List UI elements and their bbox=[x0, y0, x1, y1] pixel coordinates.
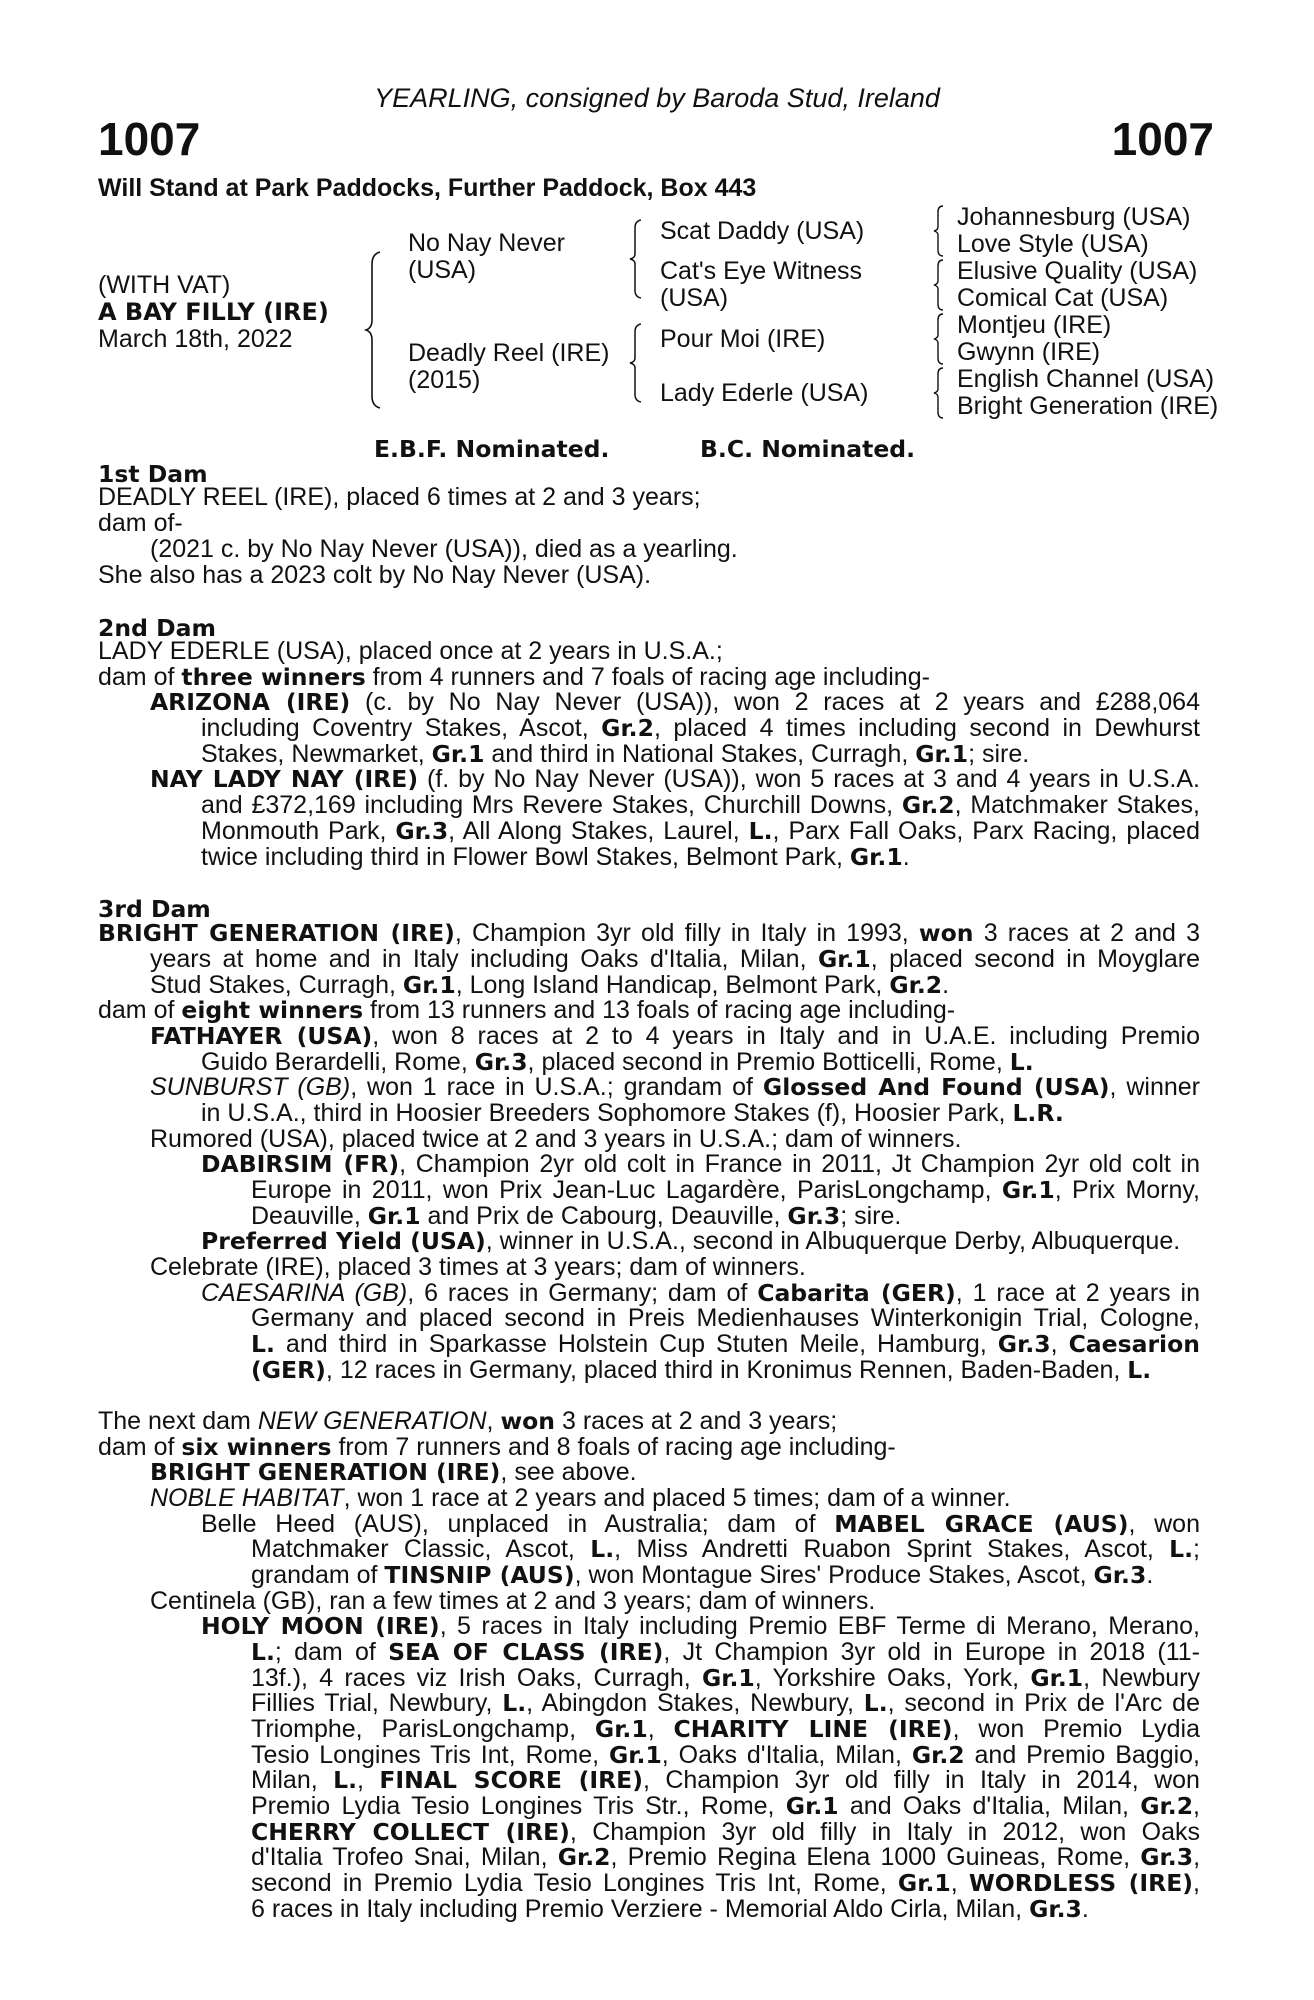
pedigree-g3-5: Montjeu (IRE) bbox=[957, 311, 1112, 339]
first-dam-line: (2021 c. by No Nay Never (USA)), died as a yearling. bbox=[150, 535, 738, 563]
fathayer-line: Guido Berardelli, Rome, Gr.3, placed second in Premio Botticelli, Rome, L. bbox=[201, 1048, 1034, 1076]
holy-moon-line: 6 races in Italy including Premio Verziere - Memorial Aldo Cirla, Milan, Gr.3. bbox=[251, 1895, 1089, 1923]
belle-heed-line: Belle Heed (AUS), unplaced in Australia; dam of MABEL GRACE (AUS), won bbox=[201, 1510, 1200, 1538]
arizona-line: Stakes, Newmarket, Gr.1 and third in National Stakes, Curragh, Gr.1; sire. bbox=[201, 740, 1030, 768]
second-dam-line: dam of three winners from 4 runners and 7 foals of racing age including- bbox=[98, 663, 930, 691]
third-dam-title: 3rd Dam bbox=[98, 895, 211, 923]
caesarina-line: Germany and placed second in Preis Medienhauses Winterkonigin Trial, Cologne, bbox=[251, 1304, 1200, 1332]
holy-moon-line: Tesio Longines Tris Int, Rome, Gr.1, Oaks d'Italia, Milan, Gr.2 and Premio Baggio, bbox=[251, 1741, 1201, 1769]
centinela-line: Centinela (GB), ran a few times at 2 and 3 years; dam of winners. bbox=[150, 1587, 876, 1615]
noble-habitat-line: NOBLE HABITAT, won 1 race at 2 years and placed 5 times; dam of a winner. bbox=[150, 1484, 1011, 1512]
bright-generation-line: years at home and in Italy including Oaks d'Italia, Milan, Gr.1, placed second in Moyglare bbox=[150, 945, 1200, 973]
pedigree-dam-dam: Lady Ederle (USA) bbox=[660, 379, 869, 407]
pedigree-g3-8: Bright Generation (IRE) bbox=[957, 392, 1219, 420]
sunburst-line: SUNBURST (GB), won 1 race in U.S.A.; grandam of Glossed And Found (USA), winner bbox=[150, 1073, 1200, 1101]
second-dam-line: LADY EDERLE (USA), placed once at 2 years in U.S.A.; bbox=[98, 637, 723, 665]
nay-lady-nay-line: Monmouth Park, Gr.3, All Along Stakes, Laurel, L., Parx Fall Oaks, Parx Racing, placed bbox=[201, 817, 1200, 845]
fathayer-line: FATHAYER (USA), won 8 races at 2 to 4 years in Italy and in U.A.E. including Premio bbox=[150, 1022, 1200, 1050]
holy-moon-line: second in Premio Lydia Tesio Longines Tris Int, Rome, Gr.1, WORDLESS (IRE), bbox=[251, 1869, 1200, 1897]
pedigree-brace-dam bbox=[628, 322, 644, 404]
second-dam-title: 2nd Dam bbox=[98, 614, 216, 642]
belle-heed-line: grandam of TINSNIP (AUS), won Montague Sires' Produce Stakes, Ascot, Gr.3. bbox=[251, 1561, 1154, 1589]
pedigree-brace-sire bbox=[628, 218, 644, 300]
first-dam-line: dam of- bbox=[98, 509, 183, 537]
foaling-date: March 18th, 2022 bbox=[98, 325, 293, 353]
dabirsim-line: Europe in 2011, won Prix Jean-Luc Lagardère, ParisLongchamp, Gr.1, Prix Morny, bbox=[251, 1176, 1200, 1204]
pedigree-brace-g3-3 bbox=[932, 312, 946, 366]
holy-moon-line: Fillies Trial, Newbury, L., Abingdon Stakes, Newbury, L., second in Prix de l'Arc de bbox=[251, 1689, 1200, 1717]
lot-name: A BAY FILLY (IRE) bbox=[98, 298, 329, 326]
ebf-nomination: E.B.F. Nominated. bbox=[374, 435, 610, 463]
nay-lady-nay-line: twice including third in Flower Bowl Stakes, Belmont Park, Gr.1. bbox=[201, 843, 910, 871]
caesarina-line: CAESARINA (GB), 6 races in Germany; dam of Cabarita (GER), 1 race at 2 years in bbox=[201, 1279, 1200, 1307]
consignment-heading: YEARLING, consigned by Baroda Stud, Ireland bbox=[374, 83, 940, 113]
bright-generation-line: BRIGHT GENERATION (IRE), Champion 3yr old filly in Italy in 1993, won 3 races at 2 and 3 bbox=[98, 919, 1200, 947]
pedigree-brace-g3-2 bbox=[932, 258, 946, 312]
holy-moon-line: L.; dam of SEA OF CLASS (IRE), Jt Champion 3yr old in Europe in 2018 (11- bbox=[251, 1638, 1200, 1666]
holy-moon-line: 13f.), 4 races viz Irish Oaks, Curragh, Gr.1, Yorkshire Oaks, York, Gr.1, Newbury bbox=[251, 1664, 1200, 1692]
first-dam-title: 1st Dam bbox=[98, 460, 208, 488]
caesarina-line: (GER), 12 races in Germany, placed third in Kronimus Rennen, Baden-Baden, L. bbox=[251, 1356, 1152, 1384]
holy-moon-line: CHERRY COLLECT (IRE), Champion 3yr old filly in Italy in 2012, won Oaks bbox=[251, 1818, 1200, 1846]
bc-nomination: B.C. Nominated. bbox=[700, 435, 916, 463]
holy-moon-line: d'Italia Trofeo Snai, Milan, Gr.2, Premio Regina Elena 1000 Guineas, Rome, Gr.3, bbox=[251, 1843, 1201, 1871]
third-dam-produce-line: dam of eight winners from 13 runners and 13 foals of racing age including- bbox=[98, 996, 956, 1024]
arizona-line: including Coventry Stakes, Ascot, Gr.2, placed 4 times including second in Dewhurst bbox=[201, 714, 1201, 742]
pedigree-g3-6: Gwynn (IRE) bbox=[957, 338, 1101, 366]
stabling-location: Will Stand at Park Paddocks, Further Paddock, Box 443 bbox=[98, 174, 757, 202]
pedigree-g3-2: Love Style (USA) bbox=[957, 230, 1149, 258]
rumored-line: Rumored (USA), placed twice at 2 and 3 years in U.S.A.; dam of winners. bbox=[150, 1125, 962, 1153]
sunburst-line: in U.S.A., third in Hoosier Breeders Sophomore Stakes (f), Hoosier Park, L.R. bbox=[201, 1099, 1064, 1127]
bright-generation-ref: BRIGHT GENERATION (IRE), see above. bbox=[150, 1458, 637, 1486]
dabirsim-line: DABIRSIM (FR), Champion 2yr old colt in France in 2011, Jt Champion 2yr old colt in bbox=[201, 1150, 1200, 1178]
pedigree-dam-sire: Pour Moi (IRE) bbox=[660, 325, 826, 353]
pedigree-sire-dam: Cat's Eye Witness (USA) bbox=[660, 257, 863, 312]
dabirsim-line: Deauville, Gr.1 and Prix de Cabourg, Deauville, Gr.3; sire. bbox=[251, 1202, 902, 1230]
pedigree-g3-1: Johannesburg (USA) bbox=[957, 203, 1191, 231]
celebrate-line: Celebrate (IRE), placed 3 times at 3 years; dam of winners. bbox=[150, 1253, 806, 1281]
lot-number-right: 1007 bbox=[1111, 113, 1214, 165]
bright-generation-line: Stud Stakes, Curragh, Gr.1, Long Island Handicap, Belmont Park, Gr.2. bbox=[150, 971, 950, 999]
pedigree-g3-7: English Channel (USA) bbox=[957, 365, 1215, 393]
first-dam-line: DEADLY REEL (IRE), placed 6 times at 2 and 3 years; bbox=[98, 483, 701, 511]
holy-moon-line: Premio Lydia Tesio Longines Tris Str., Rome, Gr.1 and Oaks d'Italia, Milan, Gr.2, bbox=[251, 1792, 1200, 1820]
arizona-line: ARIZONA (IRE) (c. by No Nay Never (USA)), won 2 races at 2 years and £288,064 bbox=[150, 688, 1200, 716]
preferred-yield-line: Preferred Yield (USA), winner in U.S.A., second in Albuquerque Derby, Albuquerque. bbox=[201, 1227, 1181, 1255]
belle-heed-line: Matchmaker Classic, Ascot, L., Miss Andretti Ruabon Sprint Stakes, Ascot, L.; bbox=[251, 1535, 1200, 1563]
pedigree-sire-sire: Scat Daddy (USA) bbox=[660, 217, 865, 245]
vat-note: (WITH VAT) bbox=[98, 271, 231, 299]
pedigree-dam: Deadly Reel (IRE) (2015) bbox=[408, 339, 610, 394]
pedigree-brace-g3-4 bbox=[932, 366, 946, 420]
pedigree-sire: No Nay Never (USA) bbox=[408, 229, 565, 284]
pedigree-brace-main bbox=[364, 250, 384, 410]
next-dam-line: dam of six winners from 7 runners and 8 foals of racing age including- bbox=[98, 1433, 896, 1461]
pedigree-g3-4: Comical Cat (USA) bbox=[957, 284, 1169, 312]
nay-lady-nay-line: and £372,169 including Mrs Revere Stakes, Churchill Downs, Gr.2, Matchmaker Stakes, bbox=[201, 791, 1200, 819]
caesarina-line: L. and third in Sparkasse Holstein Cup Stuten Meile, Hamburg, Gr.3, Caesarion bbox=[251, 1330, 1200, 1358]
holy-moon-line: HOLY MOON (IRE), 5 races in Italy including Premio EBF Terme di Merano, Merano, bbox=[201, 1612, 1201, 1640]
holy-moon-line: Triomphe, ParisLongchamp, Gr.1, CHARITY LINE (IRE), won Premio Lydia bbox=[251, 1715, 1200, 1743]
lot-number-left: 1007 bbox=[98, 113, 201, 165]
first-dam-line: She also has a 2023 colt by No Nay Never (USA). bbox=[98, 561, 652, 589]
pedigree-brace-g3-1 bbox=[932, 204, 946, 258]
holy-moon-line: Milan, L., FINAL SCORE (IRE), Champion 3yr old filly in Italy in 2014, won bbox=[251, 1766, 1200, 1794]
next-dam-line: The next dam NEW GENERATION, won 3 races at 2 and 3 years; bbox=[98, 1407, 838, 1435]
nay-lady-nay-line: NAY LADY NAY (IRE) (f. by No Nay Never (USA)), won 5 races at 3 and 4 years in U.S.A. bbox=[150, 765, 1201, 793]
pedigree-g3-3: Elusive Quality (USA) bbox=[957, 257, 1198, 285]
